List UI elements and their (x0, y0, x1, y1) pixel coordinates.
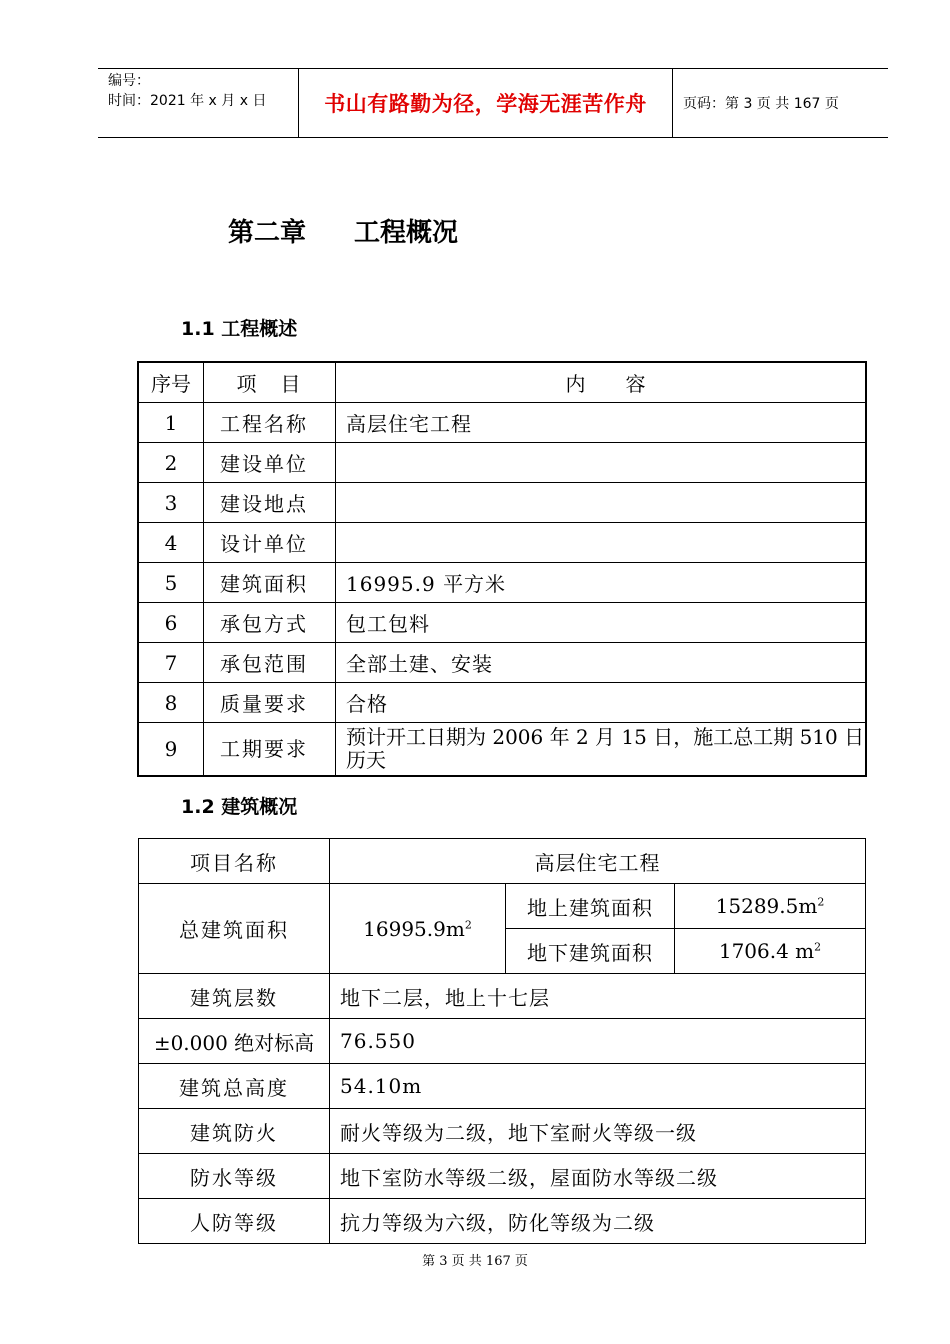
header-motto: 书山有路勤为径，学海无涯苦作舟 (299, 69, 673, 137)
row-number: 5 (138, 563, 204, 603)
row-item: 建设单位 (204, 443, 336, 483)
header-meta (98, 69, 299, 137)
unit-superscript: 2 (817, 895, 825, 909)
table-row (138, 603, 866, 643)
unit-superscript: 2 (464, 917, 472, 931)
row-item: 承包范围 (204, 643, 336, 683)
row-label: 建筑防火 (139, 1109, 330, 1154)
overview-table (137, 361, 867, 777)
row-number: 7 (138, 643, 204, 683)
row-item: 承包方式 (204, 603, 336, 643)
above-ground-value (675, 884, 866, 929)
project-name-label: 项目名称 (139, 839, 330, 884)
table-header-row (138, 362, 866, 403)
table-row (138, 443, 866, 483)
table-row (138, 403, 866, 443)
row-value: 76.550 (330, 1019, 866, 1064)
table-row (138, 723, 866, 777)
total-area-value (330, 884, 506, 974)
header-cell: 项 目 (204, 362, 336, 403)
row-number: 6 (138, 603, 204, 643)
row-label: 建筑层数 (139, 974, 330, 1019)
row-content: 预计开工日期为 2006 年 2 月 15 日，施工总工期 510 日历天 (336, 723, 867, 777)
row-label: 防水等级 (139, 1154, 330, 1199)
row-content (336, 523, 867, 563)
row-content (336, 483, 867, 523)
row-value: 54.10m (330, 1064, 866, 1109)
building-table (138, 838, 866, 1244)
table-row (139, 884, 866, 929)
below-ground-label: 地下建筑面积 (506, 929, 675, 974)
row-label: 建筑总高度 (139, 1064, 330, 1109)
header-cell: 序号 (138, 362, 204, 403)
row-value: 地下室防水等级二级，屋面防水等级二级 (330, 1154, 866, 1199)
row-content: 全部土建、安装 (336, 643, 867, 683)
project-name-value: 高层住宅工程 (330, 839, 866, 884)
header-time-label: 时间：2021 年 x 月 x 日 (108, 93, 267, 109)
table-row (139, 1064, 866, 1109)
table-row (138, 643, 866, 683)
row-value: 地下二层，地上十七层 (330, 974, 866, 1019)
table-row (138, 483, 866, 523)
section-2-title: 1.2 建筑概况 (181, 796, 298, 818)
chapter-heading (228, 212, 458, 249)
page-footer: 第 3 页 共 167 页 (422, 1254, 528, 1269)
table-row (139, 1109, 866, 1154)
row-item: 工程名称 (204, 403, 336, 443)
above-ground-label: 地上建筑面积 (506, 884, 675, 929)
total-area-number: 16995.9m (363, 916, 465, 941)
row-item: 设计单位 (204, 523, 336, 563)
row-number: 1 (138, 403, 204, 443)
page-header (98, 68, 888, 138)
row-content (336, 443, 867, 483)
row-item: 建筑面积 (204, 563, 336, 603)
table-row (138, 523, 866, 563)
table-row (139, 1019, 866, 1064)
chapter-number: 第二章 (228, 218, 307, 248)
above-ground-number: 15289.5m (715, 894, 818, 918)
below-ground-value (675, 929, 866, 974)
chapter-title: 工程概况 (354, 218, 459, 248)
row-number: 2 (138, 443, 204, 483)
row-content: 合格 (336, 683, 867, 723)
section-1-title: 1.1 工程概述 (181, 318, 298, 340)
table-row (138, 563, 866, 603)
row-value: 耐火等级为二级，地下室耐火等级一级 (330, 1109, 866, 1154)
row-content: 包工包料 (336, 603, 867, 643)
header-code-label: 编号： (108, 73, 150, 89)
table-row (139, 839, 866, 884)
unit-superscript: 2 (814, 940, 822, 954)
total-area-label: 总建筑面积 (139, 884, 330, 974)
row-number: 9 (138, 723, 204, 777)
row-content: 16995.9 平方米 (336, 563, 867, 603)
table-row (139, 1154, 866, 1199)
row-content: 高层住宅工程 (336, 403, 867, 443)
row-item: 建设地点 (204, 483, 336, 523)
row-number: 4 (138, 523, 204, 563)
row-number: 8 (138, 683, 204, 723)
table-row (139, 974, 866, 1019)
row-item: 工期要求 (204, 723, 336, 777)
row-item: 质量要求 (204, 683, 336, 723)
header-cell: 内 容 (336, 362, 867, 403)
row-label: ±0.000 绝对标高 (139, 1019, 330, 1064)
below-ground-number: 1706.4 m (718, 939, 815, 963)
row-number: 3 (138, 483, 204, 523)
table-row (139, 1199, 866, 1244)
row-value: 抗力等级为六级，防化等级为二级 (330, 1199, 866, 1244)
table-row (138, 683, 866, 723)
header-page-info: 页码：第 3 页 共 167 页 (683, 96, 839, 112)
row-label: 人防等级 (139, 1199, 330, 1244)
